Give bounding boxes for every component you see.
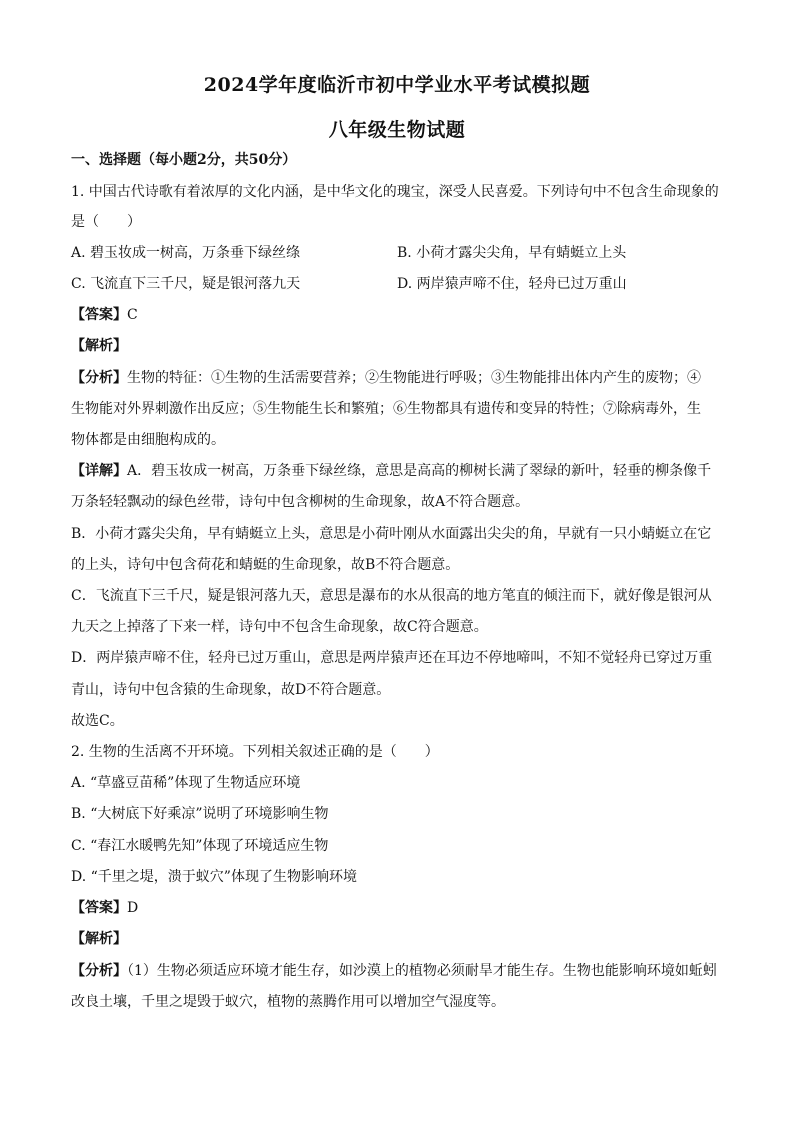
fenxi-text: （1）生物必须适应环境才能生存，如沙漠上的植物必须耐旱才能生存。生物也能影响环境如蚯蚓 <box>127 963 717 979</box>
xiangjie-text: A．碧玉妆成一树高，万条垂下绿丝绦，意思是高高的柳树长满了翠绿的新叶，轻垂的柳条像千 <box>127 463 712 479</box>
q1-analysis-tag: 【解析】 <box>71 338 127 354</box>
q1-xiangjie-a-line-2: 万条轻轻飘动的绿色丝带，诗句中包含柳树的生命现象，故A不符合题意。 <box>71 494 530 510</box>
answer-tag: 【答案】 <box>71 307 127 323</box>
document-title: 2024学年度临沂市初中学业水平考试模拟题 <box>203 74 591 96</box>
q1-option-d: D. 两岸猿声啼不住，轻舟已过万重山 <box>397 276 627 292</box>
q2-answer <box>71 898 138 918</box>
q1-option-b: B. 小荷才露尖尖角，早有蜻蜓立上头 <box>397 245 627 261</box>
q1-answer <box>71 305 138 325</box>
q2-option-c: C. “春江水暖鸭先知”体现了环境适应生物 <box>71 838 329 854</box>
q2-stem: 2. 生物的生活离不开环境。下列相关叙述正确的是（ ） <box>71 744 439 760</box>
q1-option-c: C. 飞流直下三千尺，疑是银河落九天 <box>71 276 301 292</box>
fenxi-tag: 【分析】 <box>71 370 127 386</box>
q1-stem-line-2: 是（ ） <box>71 214 141 230</box>
q2-fenxi-line-2: 改良土壤，千里之堤毁于蚁穴，植物的蒸腾作用可以增加空气湿度等。 <box>71 994 505 1010</box>
fenxi-text: 生物的特征：①生物的生活需要营养；②生物能进行呼吸；③生物能排出体内产生的废物；④ <box>127 370 701 386</box>
q2-fenxi-line-1 <box>71 961 717 981</box>
q1-fenxi-line-2: 生物能对外界刺激作出反应；⑤生物能生长和繁殖；⑥生物都具有遗传和变异的特性；⑦除病毒外，生 <box>71 401 701 417</box>
q1-xiangjie-d-line-1: D．两岸猿声啼不住，轻舟已过万重山，意思是两岸猿声还在耳边不停地啼叫，不知不觉轻舟已穿过万重 <box>71 650 713 666</box>
q1-xiangjie-line-1 <box>71 461 711 481</box>
q1-xiangjie-b-line-1: B．小荷才露尖尖角，早有蜻蜓立上头，意思是小荷叶刚从水面露出尖尖的角，早就有一只小蜻蜓立在它 <box>71 526 712 542</box>
q1-xiangjie-c-line-2: 九天之上掉落了下来一样，诗句中不包含生命现象，故C符合题意。 <box>71 619 488 635</box>
q1-option-a: A. 碧玉妆成一树高，万条垂下绿丝绦 <box>71 245 301 261</box>
xiangjie-tag: 【详解】 <box>71 463 127 479</box>
answer-value: C <box>127 307 138 323</box>
q1-conclusion: 故选C。 <box>71 713 124 729</box>
answer-tag: 【答案】 <box>71 900 127 916</box>
q1-xiangjie-c-line-1: C．飞流直下三千尺，疑是银河落九天，意思是瀑布的水从很高的地方笔直的倾注而下，就好像是银河从 <box>71 588 712 604</box>
q1-xiangjie-d-line-2: 青山，诗句中包含猿的生命现象，故D不符合题意。 <box>71 682 391 698</box>
q2-analysis-tag: 【解析】 <box>71 931 127 947</box>
q1-xiangjie-b-line-2: 的上头，诗句中包含荷花和蜻蜓的生命现象，故B不符合题意。 <box>71 557 460 573</box>
q1-fenxi-line-3: 物体都是由细胞构成的。 <box>71 432 225 448</box>
document-subtitle: 八年级生物试题 <box>328 119 466 141</box>
q2-option-a: A. “草盛豆苗稀”体现了生物适应环境 <box>71 775 301 791</box>
fenxi-tag: 【分析】 <box>71 963 127 979</box>
answer-value: D <box>127 900 139 916</box>
q1-stem-line-1: 1. 中国古代诗歌有着浓厚的文化内涵，是中华文化的瑰宝，深受人民喜爱。下列诗句中不包含生命现象的 <box>71 184 719 200</box>
q1-fenxi-line-1 <box>71 368 701 388</box>
q2-option-b: B. “大树底下好乘凉”说明了环境影响生物 <box>71 806 329 822</box>
section-heading: 一、选择题（每小题2分，共50分） <box>71 152 297 168</box>
q2-option-d: D. “千里之堤，溃于蚁穴”体现了生物影响环境 <box>71 869 357 885</box>
